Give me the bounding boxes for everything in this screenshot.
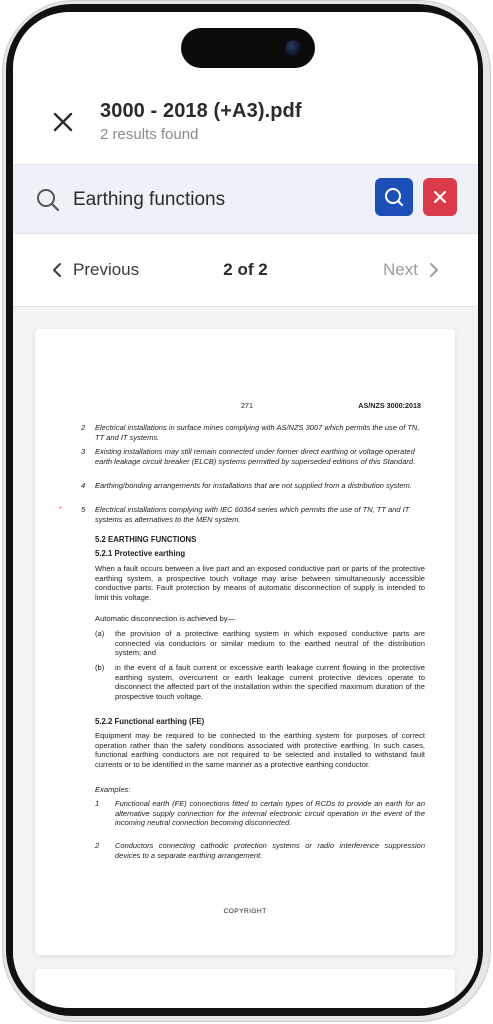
close-icon — [49, 108, 77, 136]
note-text: Existing installations may still remain connected under former direct earthing or voltage operated earth leakage circuit breaker (ELCB) systems permitted by superseded editions of this Standard. — [95, 447, 416, 466]
example-number: 1 — [95, 799, 100, 808]
section-heading: 5.2 EARTHING FUNCTIONS — [95, 535, 197, 544]
previous-label: Previous — [73, 260, 140, 279]
note-number: 5 — [81, 505, 86, 514]
list-item — [95, 663, 425, 701]
subsection-heading: 5.2.1 Protective earthing — [95, 549, 186, 558]
pdf-page — [35, 329, 455, 955]
chevron-right-icon — [428, 261, 440, 279]
note-number: 4 — [81, 481, 86, 490]
note-item — [81, 505, 425, 524]
note-number: 2 — [81, 423, 86, 432]
result-indicator: 2 of 2 — [223, 260, 268, 279]
search-icon — [35, 187, 61, 213]
search-input[interactable] — [73, 183, 363, 217]
search-icon — [375, 178, 413, 216]
standard-reference: AS/NZS 3000:2018 — [358, 401, 421, 410]
copyright-footer: COPYRIGHT — [223, 908, 267, 915]
dynamic-island — [181, 28, 315, 68]
note-item — [81, 481, 425, 491]
note-item — [81, 423, 425, 442]
header — [13, 92, 478, 164]
close-button[interactable] — [49, 108, 77, 136]
next-label: Next — [383, 260, 418, 279]
screen — [13, 12, 478, 1008]
list-item — [95, 629, 425, 658]
paragraph: Equipment may be required to be connected to the earthing system for purposes of correct operation rather than the safety conditions associated with protective earthing. In such cases, functional earthing conductors are not required to be selected and installed to withstand fault currents or to be identified in the same manner as a protective earthing conductor. — [95, 731, 425, 769]
note-text: Earthing/bonding arrangements for installations that are not supplied from a distribution system. — [95, 481, 412, 490]
example-text: Conductors connecting cathodic protection systems or radio interference suppression devices to a separate earthing arrangement. — [115, 841, 425, 860]
pdf-content — [35, 329, 455, 955]
next-button[interactable] — [383, 258, 440, 282]
paragraph: Automatic disconnection is achieved by— — [95, 614, 236, 623]
search-button[interactable] — [375, 178, 413, 216]
example-item — [95, 841, 425, 860]
example-number: 2 — [95, 841, 100, 850]
document-viewer[interactable] — [13, 306, 478, 1008]
list-marker: (a) — [95, 629, 105, 638]
subsection-heading: 5.2.2 Functional earthing (FE) — [95, 717, 205, 726]
note-number: 3 — [81, 447, 86, 456]
list-text: in the event of a fault current or excessive earth leakage current flowing in the protective earthing system, overcurrent or earth leakage current protective devices operate to disconnect the affected part of the installation within the specified maximum duration of the prospective touch voltage. — [115, 663, 425, 701]
list-text: the provision of a protective earthing system in which exposed conductive parts are connected via conductors or similar medium to the earthed neutral of the distribution system; and — [115, 629, 425, 658]
amendment-mark: * — [59, 506, 62, 513]
document-title: 3000 - 2018 (+A3).pdf — [100, 100, 302, 122]
clear-search-button[interactable] — [423, 178, 457, 216]
list-marker: (b) — [95, 663, 105, 672]
camera-icon — [285, 40, 301, 56]
note-text: Electrical installations complying with IEC 60364 series which permits the use of TN, TT and IT systems as alternatives to the MEN system. — [95, 505, 410, 524]
example-text: Functional earth (FE) connections fitted to certain types of RCDs to provide an earth for an alternative supply connection for the internal electronic circuit operation in the event of the incoming neutral connection becoming disconnected. — [115, 799, 425, 827]
examples-label: Examples: — [95, 785, 131, 794]
note-text: Electrical installations in surface mines complying with AS/NZS 3007 which permits the use of TN, TT and IT systems. — [95, 423, 420, 442]
next-pdf-page — [35, 969, 455, 1008]
result-pager — [13, 234, 478, 306]
results-count: 2 results found — [100, 126, 199, 143]
paragraph: When a fault occurs between a live part and an exposed conductive part or parts of the protective earthing system, a prospective touch voltage may arise between simultaneously accessible conductive parts. Fault protection by means of automatic disconnection of supply is intended to limit this voltage. — [95, 564, 425, 602]
example-item — [95, 799, 425, 828]
page-number: 271 — [241, 401, 253, 410]
close-icon — [423, 178, 457, 216]
note-item — [81, 447, 425, 466]
